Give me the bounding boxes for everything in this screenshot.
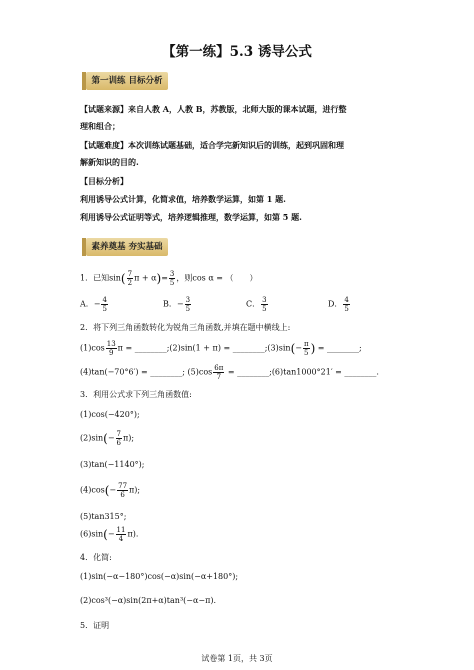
question-3-stem: 3．利用公式求下列三角函数值: — [80, 390, 192, 399]
q1-option-c[interactable]: C． $\frac{3}{5}$ — [246, 296, 267, 313]
q2-part-4: (4)tan(−70°6′) = ________; — [80, 367, 185, 377]
q4-part-1: (1)sin(−α−180°)cos(−α)sin(−α+180°); — [80, 572, 239, 581]
section-banner-goal-analysis: 第一训练 目标分析 — [86, 72, 168, 90]
q2-part-2: (2)sin(1 + π) = ________; — [169, 343, 268, 353]
source-line — [80, 104, 347, 115]
q3-part-3: (3)tan(−1140°); — [80, 460, 145, 469]
difficulty-text-cont: 解新知识的目的. — [80, 157, 139, 167]
difficulty-text: 本次训练试题基础，适合学完新知识后的训练，起到巩固和理 — [128, 140, 344, 150]
q1-frac-7-2: $\frac{7}{2}$ — [127, 270, 133, 287]
question-2-stem: 2．将下列三角函数转化为锐角三角函数,并填在题中横线上: — [80, 323, 291, 332]
source-text-cont: 理和组合； — [80, 121, 120, 131]
q1-option-d[interactable]: D． $\frac{4}{5}$ — [328, 296, 349, 313]
q1-tail: ，则cos α = （ ） — [176, 273, 258, 283]
q3-part-1: (1)cos(−420°); — [80, 410, 140, 419]
q1-eq: = — [161, 273, 168, 283]
q3-part-6: (6)sin(− $\frac{11}{4}$ π). — [80, 526, 139, 543]
q1-option-b[interactable]: B．− $\frac{3}{5}$ — [163, 296, 191, 313]
q3-part-4: (4)cos(− $\frac{77}{6}$ π); — [80, 482, 141, 499]
q1-option-a[interactable]: A．− $\frac{4}{5}$ — [80, 296, 107, 313]
q2-part-6: (6)tan1000°21′ = ________. — [271, 367, 379, 377]
page-title: 【第一练】5.3 诱导公式 — [162, 44, 312, 60]
goal-line-2: 利用诱导公式证明等式，培养逻辑推理，数学运算，如第 5 题. — [80, 212, 302, 222]
q1-inner: π + α — [134, 273, 157, 283]
q2-row-2: (4)tan(−70°6′) = ________; (5)cos $\frac{6\pi}{7}$ = ________;(6)tan1000°21′ = ________. — [80, 364, 379, 381]
q1-sin: sin — [109, 273, 121, 283]
difficulty-line — [80, 140, 344, 151]
source-text: 来自人教 A，人教 B，苏教版，北师大版的课本试题，进行整 — [128, 104, 347, 114]
question-1: 1．已知sin( $\frac{7}{2}$ π + α)= $\frac{3}{5}$ ，则cos α = （ ） — [80, 270, 258, 287]
q2-row-1: (1)cos $\frac{13}{9}$ π = ________;(2)sin(1 + π) = ________;(3)sin(− $\frac{\pi}{5}$ ) = ________; — [80, 340, 362, 357]
difficulty-label: 【试题难度】 — [80, 140, 128, 150]
goal-label: 【目标分析】 — [80, 176, 128, 186]
q1-prefix: 1．已知 — [80, 273, 110, 283]
q1-frac-3-5: $\frac{3}{5}$ — [169, 270, 175, 287]
section-banner-foundation: 素养奠基 夯实基础 — [86, 238, 168, 256]
goal-line-1: 利用诱导公式计算，化简求值，培养数学运算，如第 1 题. — [80, 194, 286, 204]
q4-part-2: (2)cos³(−α)sin(2π+α)tan³(−α−π). — [80, 596, 216, 605]
question-5-stem: 5．证明 — [80, 621, 110, 630]
source-label: 【试题来源】 — [80, 104, 128, 114]
q3-part-2: (2)sin(− $\frac{7}{6}$ π); — [80, 430, 135, 447]
q3-part-5: (5)tan315°; — [80, 512, 127, 521]
page-footer: 试卷第 1页，共 3页 — [201, 654, 273, 663]
question-4-stem: 4．化简: — [80, 553, 112, 562]
